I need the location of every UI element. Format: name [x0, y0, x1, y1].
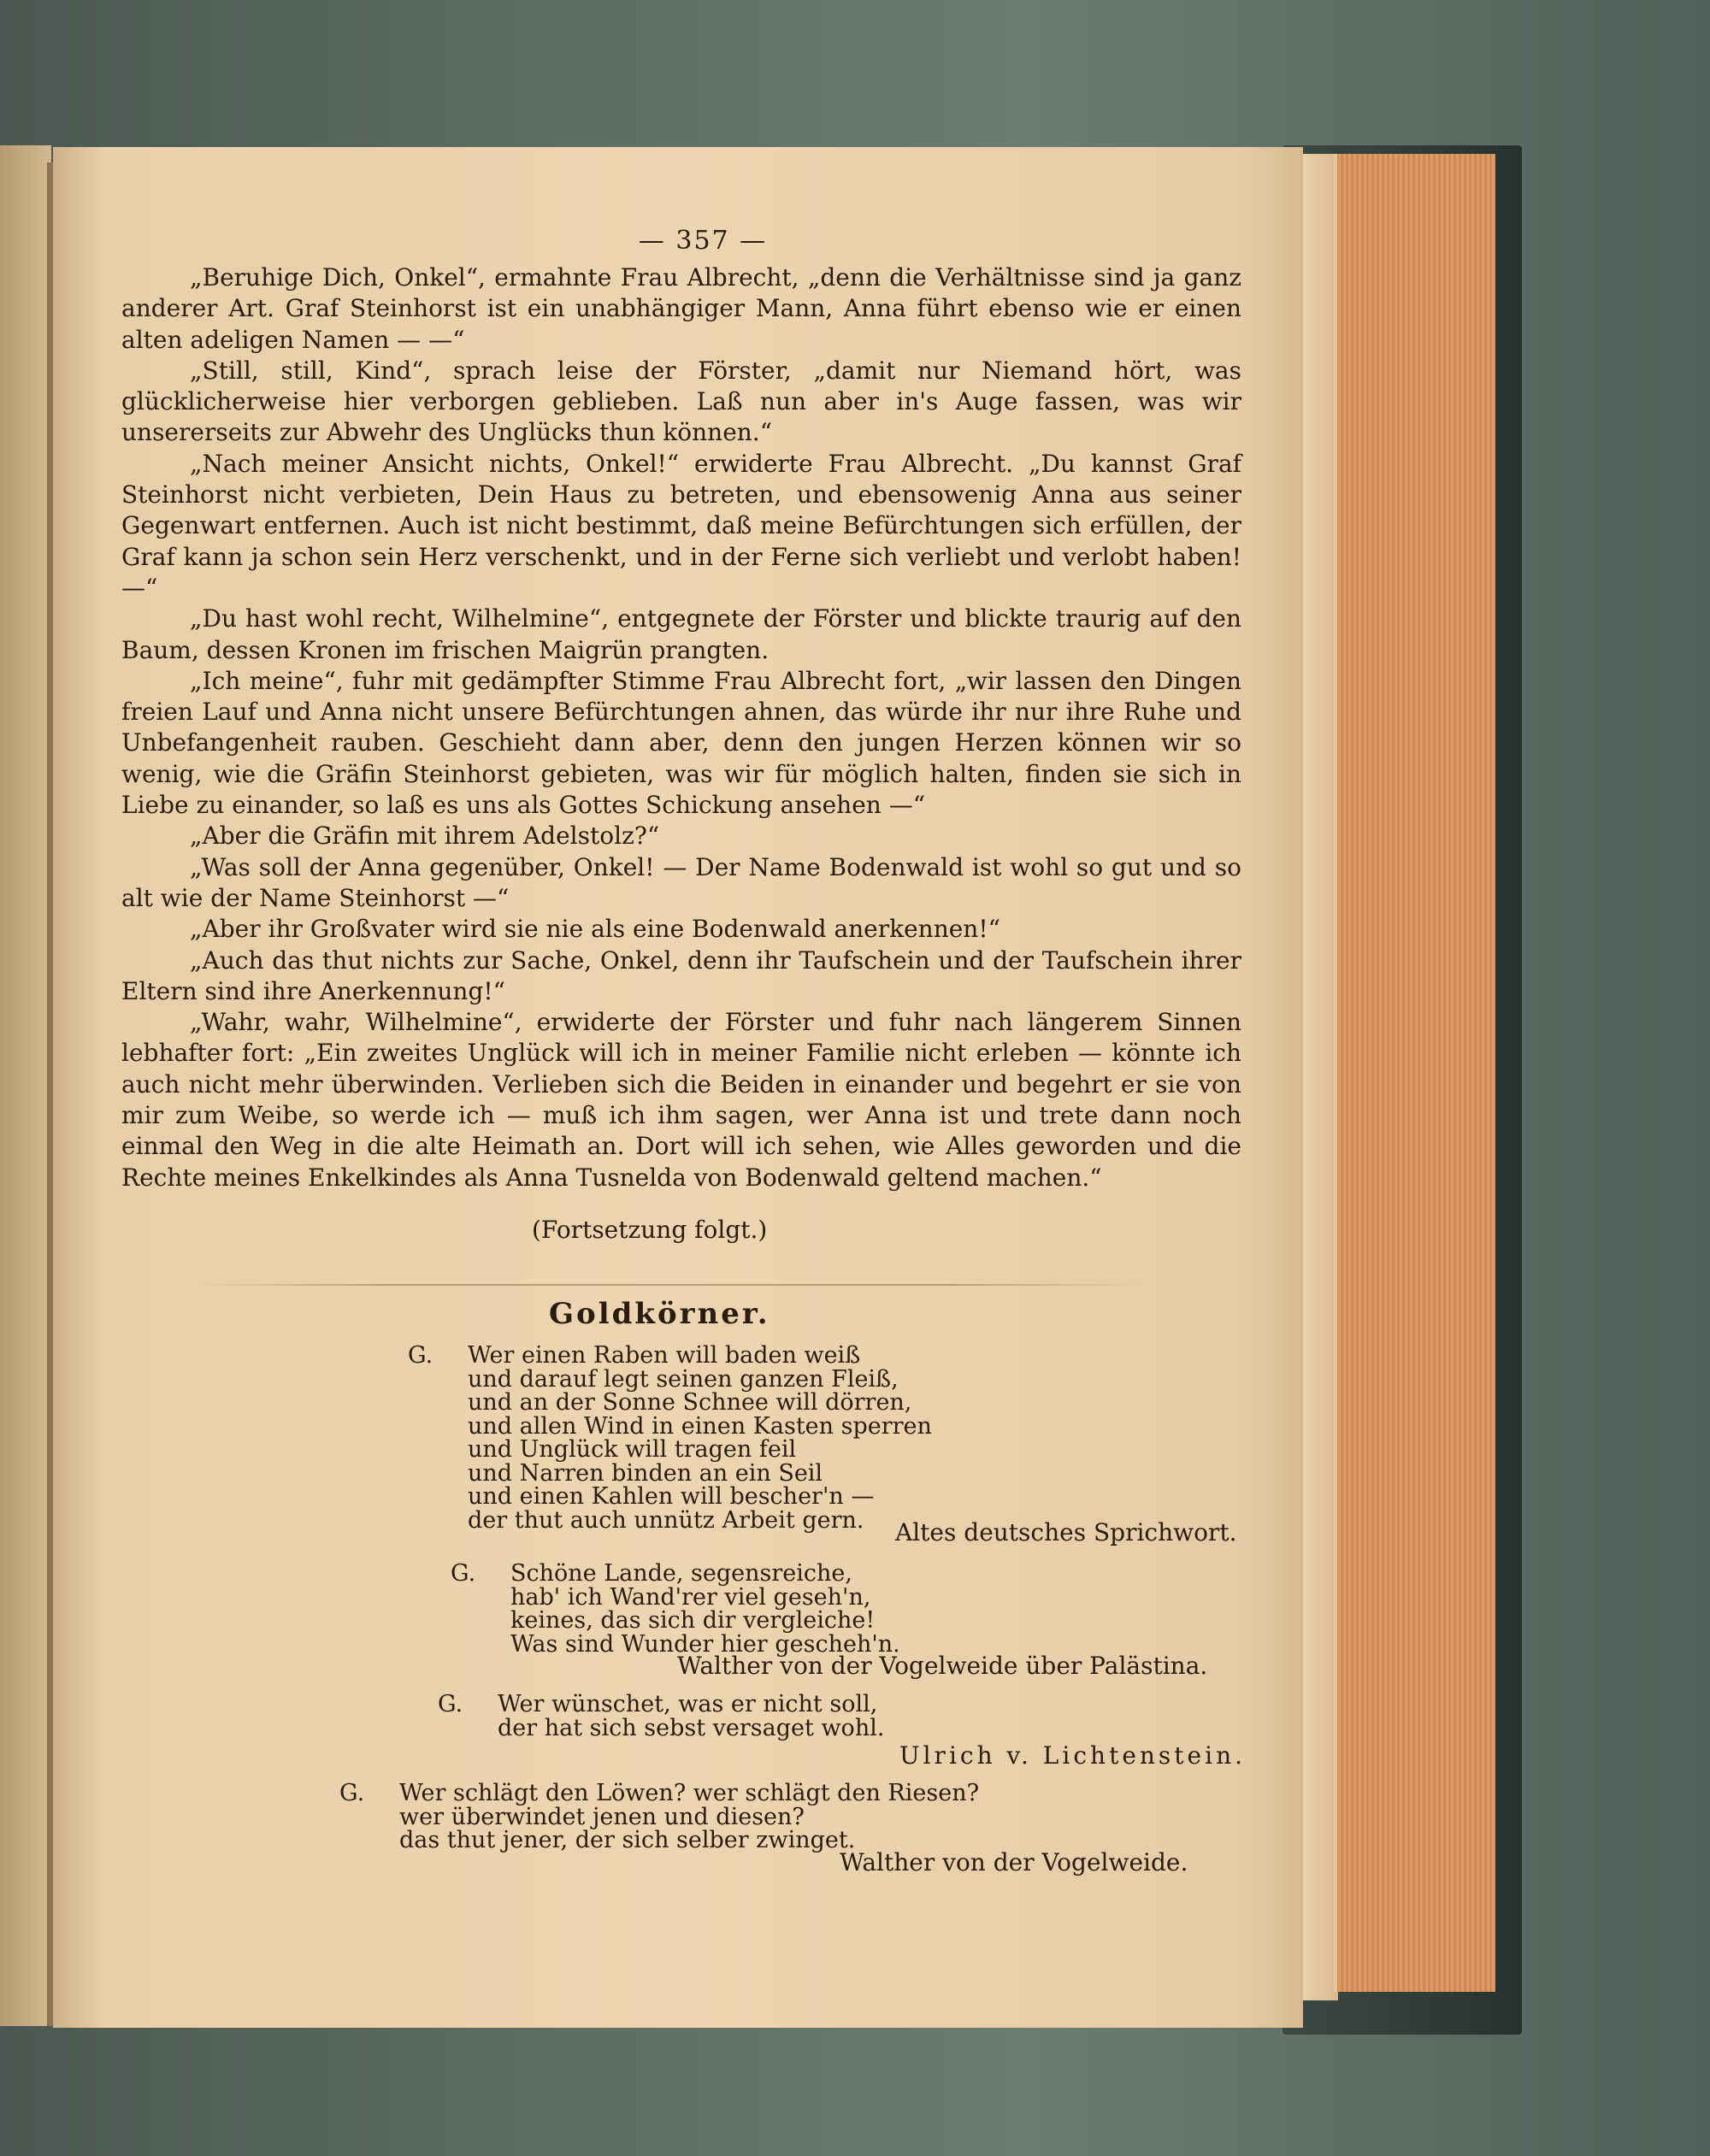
left-page-edge — [0, 145, 51, 2026]
poem-mark: G. — [451, 1560, 476, 1587]
poem-line: der thut auch unnütz Arbeit gern. — [468, 1506, 864, 1534]
poem-line: und darauf legt seinen ganzen Fleiß, — [468, 1365, 899, 1393]
poem-mark: G. — [339, 1780, 365, 1806]
divider — [198, 1284, 1139, 1286]
section-title: Goldkörner. — [549, 1297, 770, 1331]
poem — [451, 1560, 900, 1658]
poem-line: Wer schlägt den Löwen? wer schlägt den Riesen? — [399, 1780, 980, 1806]
poem-line: Schöne Lande, segensreiche, — [510, 1560, 852, 1587]
paragraph: „Beruhige Dich, Onkel“, ermahnte Frau Albrecht, „denn die Verhältnisse sind ja ganz anderer Art. Graf Steinhorst ist ein unabhängiger Mann, Anna führt ebenso wie er einen alten adeligen Namen — —“ — [121, 263, 1241, 354]
paragraph: „Was soll der Anna gegenüber, Onkel! — Der Name Bodenwald ist wohl so gut und so alt wie der Name Steinhorst —“ — [121, 852, 1241, 912]
paragraph: „Wahr, wahr, Wilhelmine“, erwiderte der Förster und fuhr nach längerem Sinnen lebhafter fort: „Ein zweites Unglück will ich in meiner Familie nicht erleben — könnte ich auch nicht mehr überwinden. Verlieben sich die Beiden in einander und begehrt er sie von mir zum Weibe, so werde ich — muß ich ihm sagen, wer Anna ist und trete dann noch einmal den Weg in die alte Heimath an. Dort will ich sehen, wie Alles geworden und die Rechte meines Enkelkindes als Anna Tusnelda von Bodenwald geltend machen.“ — [121, 1008, 1241, 1192]
story-text — [121, 262, 1241, 1193]
book-page — [53, 147, 1303, 2028]
paragraph: „Still, still, Kind“, sprach leise der Förster, „damit nur Niemand hört, was glücklicherweise hier verborgen geblieben. Laß nun aber in's Auge fassen, was wir unsererseits zur Abwehr des Unglücks thun können.“ — [121, 356, 1241, 447]
poem-mark: G. — [408, 1342, 433, 1369]
poem-mark: G. — [438, 1691, 463, 1717]
poem-line: Was sind Wunder hier gescheh'n. — [510, 1630, 900, 1658]
paragraph: „Ich meine“, fuhr mit gedämpfter Stimme Frau Albrecht fort, „wir lassen den Dingen freien Lauf und Anna nicht unsere Befürchtungen ahnen, das würde ihr nur ihre Ruhe und Unbefangenheit rauben. Geschieht dann aber, denn den jungen Herzen können wir so wenig, wie die Gräfin Steinhorst gebieten, was wir für möglich halten, finden sie sich in Liebe zu einander, so laß es uns als Gottes Schickung ansehen —“ — [121, 666, 1241, 820]
poem-line: und einen Kahlen will bescher'n — — [468, 1483, 875, 1510]
poem-line: das thut jener, der sich selber zwinget. — [399, 1827, 856, 1853]
poem-line: und Narren binden an ein Seil — [468, 1459, 823, 1487]
poem — [408, 1342, 932, 1534]
poem-attribution: Walther von der Vogelweide. — [840, 1848, 1188, 1876]
poem-line: Wer wünschet, was er nicht soll, — [498, 1691, 878, 1717]
poem — [339, 1780, 980, 1853]
poem-attribution: Walther von der Vogelweide über Palästina. — [677, 1652, 1208, 1680]
paragraph: „Auch das thut nichts zur Sache, Onkel, denn ihr Taufschein und der Taufschein ihrer Eltern sind ihre Anerkennung!“ — [121, 945, 1241, 1005]
poem-attribution: Ulrich v. Lichtenstein. — [899, 1741, 1247, 1770]
paragraph: „Aber die Gräfin mit ihrem Adelstolz?“ — [190, 822, 660, 851]
page-number: — 357 — — [638, 226, 768, 256]
poem-line: und an der Sonne Schnee will dörren, — [468, 1389, 912, 1416]
poem-attribution: Altes deutsches Sprichwort. — [895, 1518, 1237, 1546]
paragraph: „Aber ihr Großvater wird sie nie als eine Bodenwald anerkennen!“ — [190, 915, 1000, 944]
poem-line: wer überwindet jenen und diesen? — [399, 1803, 805, 1830]
poem-line: und allen Wind in einen Kasten sperren — [468, 1412, 932, 1440]
poem-line: der hat sich sebst versaget wohl. — [498, 1714, 885, 1741]
paragraph: „Nach meiner Ansicht nichts, Onkel!“ erwiderte Frau Albrecht. „Du kannst Graf Steinhorst nicht verbieten, Dein Haus zu betreten, und ebensowenig Anna aus seiner Gegenwart entfernen. Auch ist nicht bestimmt, daß meine Befürchtungen sich erfüllen, der Graf kann ja schon sein Herz verschenkt, und in der Ferne sich verliebt und verlobt haben! —“ — [121, 449, 1241, 602]
poem-line: Wer einen Raben will baden weiß — [468, 1342, 861, 1369]
poem — [438, 1691, 885, 1741]
poem-line: keines, das sich dir vergleiche! — [510, 1607, 876, 1634]
page-stack-light — [1300, 154, 1338, 2000]
page-edges — [1334, 154, 1495, 1992]
poem-line: hab' ich Wand'rer viel geseh'n, — [510, 1583, 871, 1611]
poem-line: und Unglück will tragen feil — [468, 1436, 797, 1463]
continuation-note: (Fortsetzung folgt.) — [532, 1216, 768, 1244]
paragraph: „Du hast wohl recht, Wilhelmine“, entgegnete der Förster und blickte traurig auf den Baum, dessen Kronen im frischen Maigrün prangten. — [121, 604, 1241, 664]
